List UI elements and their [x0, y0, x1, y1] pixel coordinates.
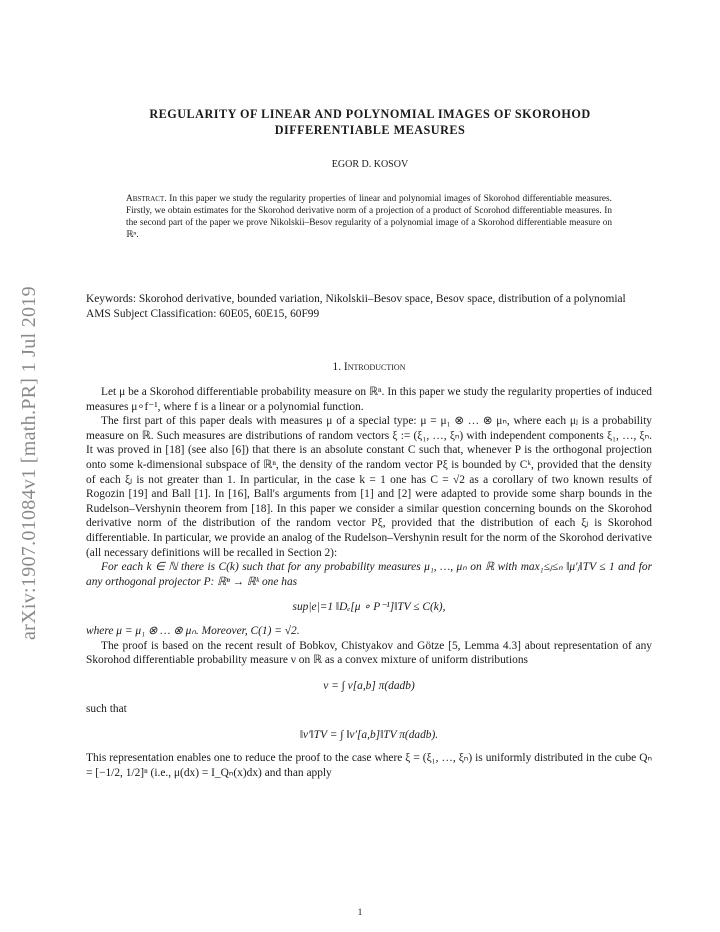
paragraph-2: The first part of this paper deals with measures μ of a special type: μ = μ₁ ⊗ … ⊗ μₙ, where each μⱼ is a probability measure on ℝ. Such measures are distributions of random vectors ξ := (ξ₁, …, ξₙ) with independent components ξ₁, …, ξₙ. It was proved in [18] (see also [6]) that there is an absolute constant C such that, whenever P is the orthogonal projection onto some k-dimensional subspace of ℝⁿ, the density of the random vector Pξ is bounded by Cᵏ, provided that the density of each ξⱼ is not greater than 1. In particular, in the case k = 1 one has C = √2 as a corollary of two known results of Rogozin [19] and Ball [1]. In [16], Ball's arguments from [1] and [2] were adapted to provide some sharp bounds in the Rudelson–Vershynin theorem from [18]. In this paper we consider a similar question concerning bounds on the Skorohod derivative norm of the distribution of the random vector Pξ, provided that the distribution of each ξⱼ is Skorohod differentiable. In particular, we provide an analog of the Rudelson–Vershynin result for the norm of the Skorohod derivative (all necessary definitions will be recalled in Section 2):	[86, 415, 652, 559]
introduction-body	[86, 385, 652, 781]
abstract-label: Abstract.	[126, 194, 167, 204]
arxiv-stamp: arXiv:1907.01084v1 [math.PR] 1 Jul 2019	[18, 286, 40, 640]
author: EGOR D. KOSOV	[331, 159, 409, 170]
page-number: 1	[357, 908, 363, 918]
theorem-end: where μ = μ₁ ⊗ … ⊗ μₙ. Moreover, C(1) = √2.	[86, 624, 300, 637]
equation-1: sup|e|=1 ‖Dₑ[μ ∘ P⁻¹]‖TV ≤ C(k),	[292, 601, 446, 614]
keywords-block	[86, 292, 652, 321]
such-that: such that	[86, 703, 127, 716]
paper-title	[80, 106, 660, 138]
paragraph-3: The proof is based on the recent result of Bobkov, Chistyakov and Götze [5, Lemma 4.3] about representation of any Skorohod differentiable probability measure ν on ℝ as a convex mixture of uniform distributions	[86, 639, 652, 667]
equation-2: ν = ∫ ν[a,b] π(dadb)	[323, 679, 415, 692]
theorem-statement: For each k ∈ ℕ there is C(k) such that for any probability measures μ₁, …, μₙ on ℝ with max₁≤ⱼ≤ₙ ‖μ′ⱼ‖TV ≤ 1 and for any orthogonal projector P: ℝⁿ → ℝᵏ one has	[86, 561, 652, 588]
section-title: 1. Introduction	[332, 361, 406, 373]
abstract	[126, 193, 612, 241]
title-line-2: DIFFERENTIABLE MEASURES	[274, 123, 466, 137]
abstract-text: In this paper we study the regularity properties of linear and polynomial images of Skorohod differentiable measures. Firstly, we obtain estimates for the Skorohod derivative norm of a projection of a product of Scorohod differentiable measures. In the second part of the paper we prove Nikolskii–Besov regularity of a polynomial image of a Skorohod differentiable measure on ℝⁿ.	[126, 194, 612, 241]
ams-classification: AMS Subject Classification: 60E05, 60E15, 60F99	[86, 307, 320, 320]
paragraph-1: Let μ be a Skorohod differentiable probability measure on ℝⁿ. In this paper we study the regularity properties of induced measures μ∘f⁻¹, where f is a linear or a polynomial function.	[86, 386, 652, 413]
keywords: Keywords: Skorohod derivative, bounded variation, Nikolskii–Besov space, Besov space, distribution of a polynomial	[86, 293, 626, 305]
paragraph-4: This representation enables one to reduce the proof to the case where ξ = (ξ₁, …, ξₙ) is uniformly distributed in the cube Qₙ = [−1/2, 1/2]ⁿ (i.e., μ(dx) = I_Qₙ(x)dx) and than apply	[86, 752, 652, 780]
title-line-1: REGULARITY OF LINEAR AND POLYNOMIAL IMAGES OF SKOROHOD	[149, 107, 591, 121]
equation-3: ‖ν′‖TV = ∫ ‖ν′[a,b]‖TV π(dadb).	[299, 728, 439, 741]
